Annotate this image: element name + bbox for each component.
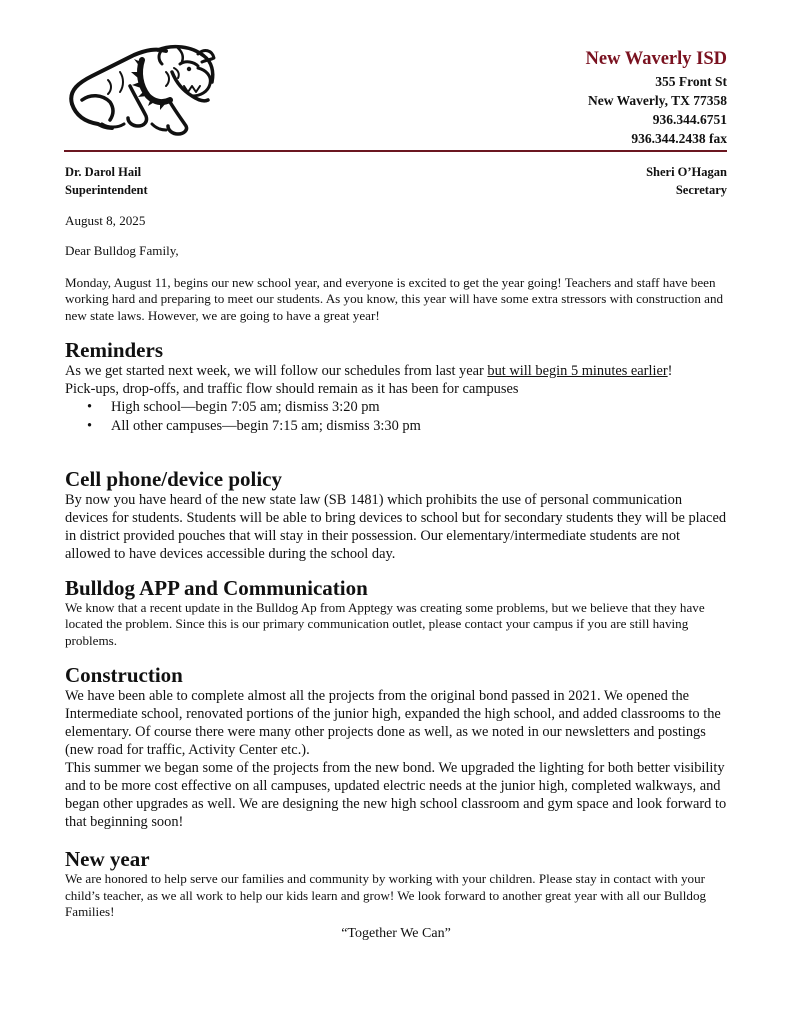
bulldog-app-text: We know that a recent update in the Bulldog Ap from Apptegy was creating some problems, but we believe that they have located the problem. Since this is our primary communication outlet, please contact your campus if you are still having problems. xyxy=(65,600,705,648)
reminders-text-underlined: but will begin 5 minutes earlier xyxy=(487,363,668,380)
superintendent-block xyxy=(65,163,148,199)
header-divider xyxy=(64,150,727,152)
letter-greeting: Dear Bulldog Family, xyxy=(65,243,179,259)
reminders-text xyxy=(65,362,727,380)
fax-number: 936.344.2438 fax xyxy=(631,131,727,146)
reminders-text-line2: Pick-ups, drop-offs, and traffic flow should remain as it has been for campuses xyxy=(65,381,519,398)
address-street: 355 Front St xyxy=(655,74,727,89)
district-name: New Waverly ISD xyxy=(585,49,727,69)
secretary-title: Secretary xyxy=(675,183,727,197)
phone-number: 936.344.6751 xyxy=(652,112,727,127)
cell-phone-heading: Cell phone/device policy xyxy=(65,467,282,492)
cell-phone-text: By now you have heard of the new state law (SB 1481) which prohibits the use of personal communication devices for students. Students will be able to bring devices to school but for secondary students they will be placed in district provided pouches that will stay in their possession. Our elementary/intermediate students are not allowed to have devices accessible during the school day. xyxy=(65,492,727,563)
construction-text-1: We have been able to complete almost all the projects from the original bond passed in 2021. We opened the Intermediate school, renovated portions of the junior high, expanded the high school, and added classrooms to the elementary. Of course there were many other projects done as well, as we noted in our newsletters and postings (new road for traffic, Activity Center etc.). xyxy=(65,688,721,759)
list-item: • High school—begin 7:05 am; dismiss 3:20 pm xyxy=(87,398,727,417)
new-year-text: We are honored to help serve our families and community by working with your children. Please stay in contact with your child’s teacher, as we all work to help our kids learn and grow! We look forward to another great year with all our Bulldog Families! xyxy=(65,871,707,920)
construction-text-2: This summer we began some of the projects from the new bond. We upgraded the lighting for both better visibility and to be more cost effective on all campuses, updated electric needs at the junior high, completed walkways, and began other upgrades as well. We are designing the new high school classroom and gym space and look forward to that beginning soon! xyxy=(65,760,727,831)
reminders-text-before: As we get started next week, we will follow our schedules from last year xyxy=(65,363,488,380)
reminders-text-after: ! xyxy=(667,363,673,380)
new-year-heading: New year xyxy=(65,847,150,872)
letter-date: August 8, 2025 xyxy=(65,213,146,228)
secretary-block xyxy=(646,163,727,199)
letter-body xyxy=(65,213,727,943)
list-item: • All other campuses—begin 7:15 am; dismiss 3:30 pm xyxy=(87,417,727,436)
bulldog-mascot-icon xyxy=(62,42,222,138)
letter-intro: Monday, August 11, begins our new school year, and everyone is excited to get the year going! Teachers and staff have been working hard and preparing to meet our students. As you know, this year will have some extra stressors with construction and new state laws. However, we are going to have a great year! xyxy=(65,274,724,323)
superintendent-title: Superintendent xyxy=(65,183,148,197)
secretary-name: Sheri O’Hagan xyxy=(646,165,727,179)
schedule-list xyxy=(65,398,727,436)
construction-heading: Construction xyxy=(65,663,183,688)
district-header xyxy=(586,48,728,148)
reminders-heading: Reminders xyxy=(65,338,163,363)
bulldog-app-heading: Bulldog APP and Communication xyxy=(65,576,368,601)
address-city: New Waverly, TX 77358 xyxy=(587,93,727,108)
superintendent-name: Dr. Darol Hail xyxy=(65,165,142,179)
motto: “Together We Can” xyxy=(341,926,451,942)
